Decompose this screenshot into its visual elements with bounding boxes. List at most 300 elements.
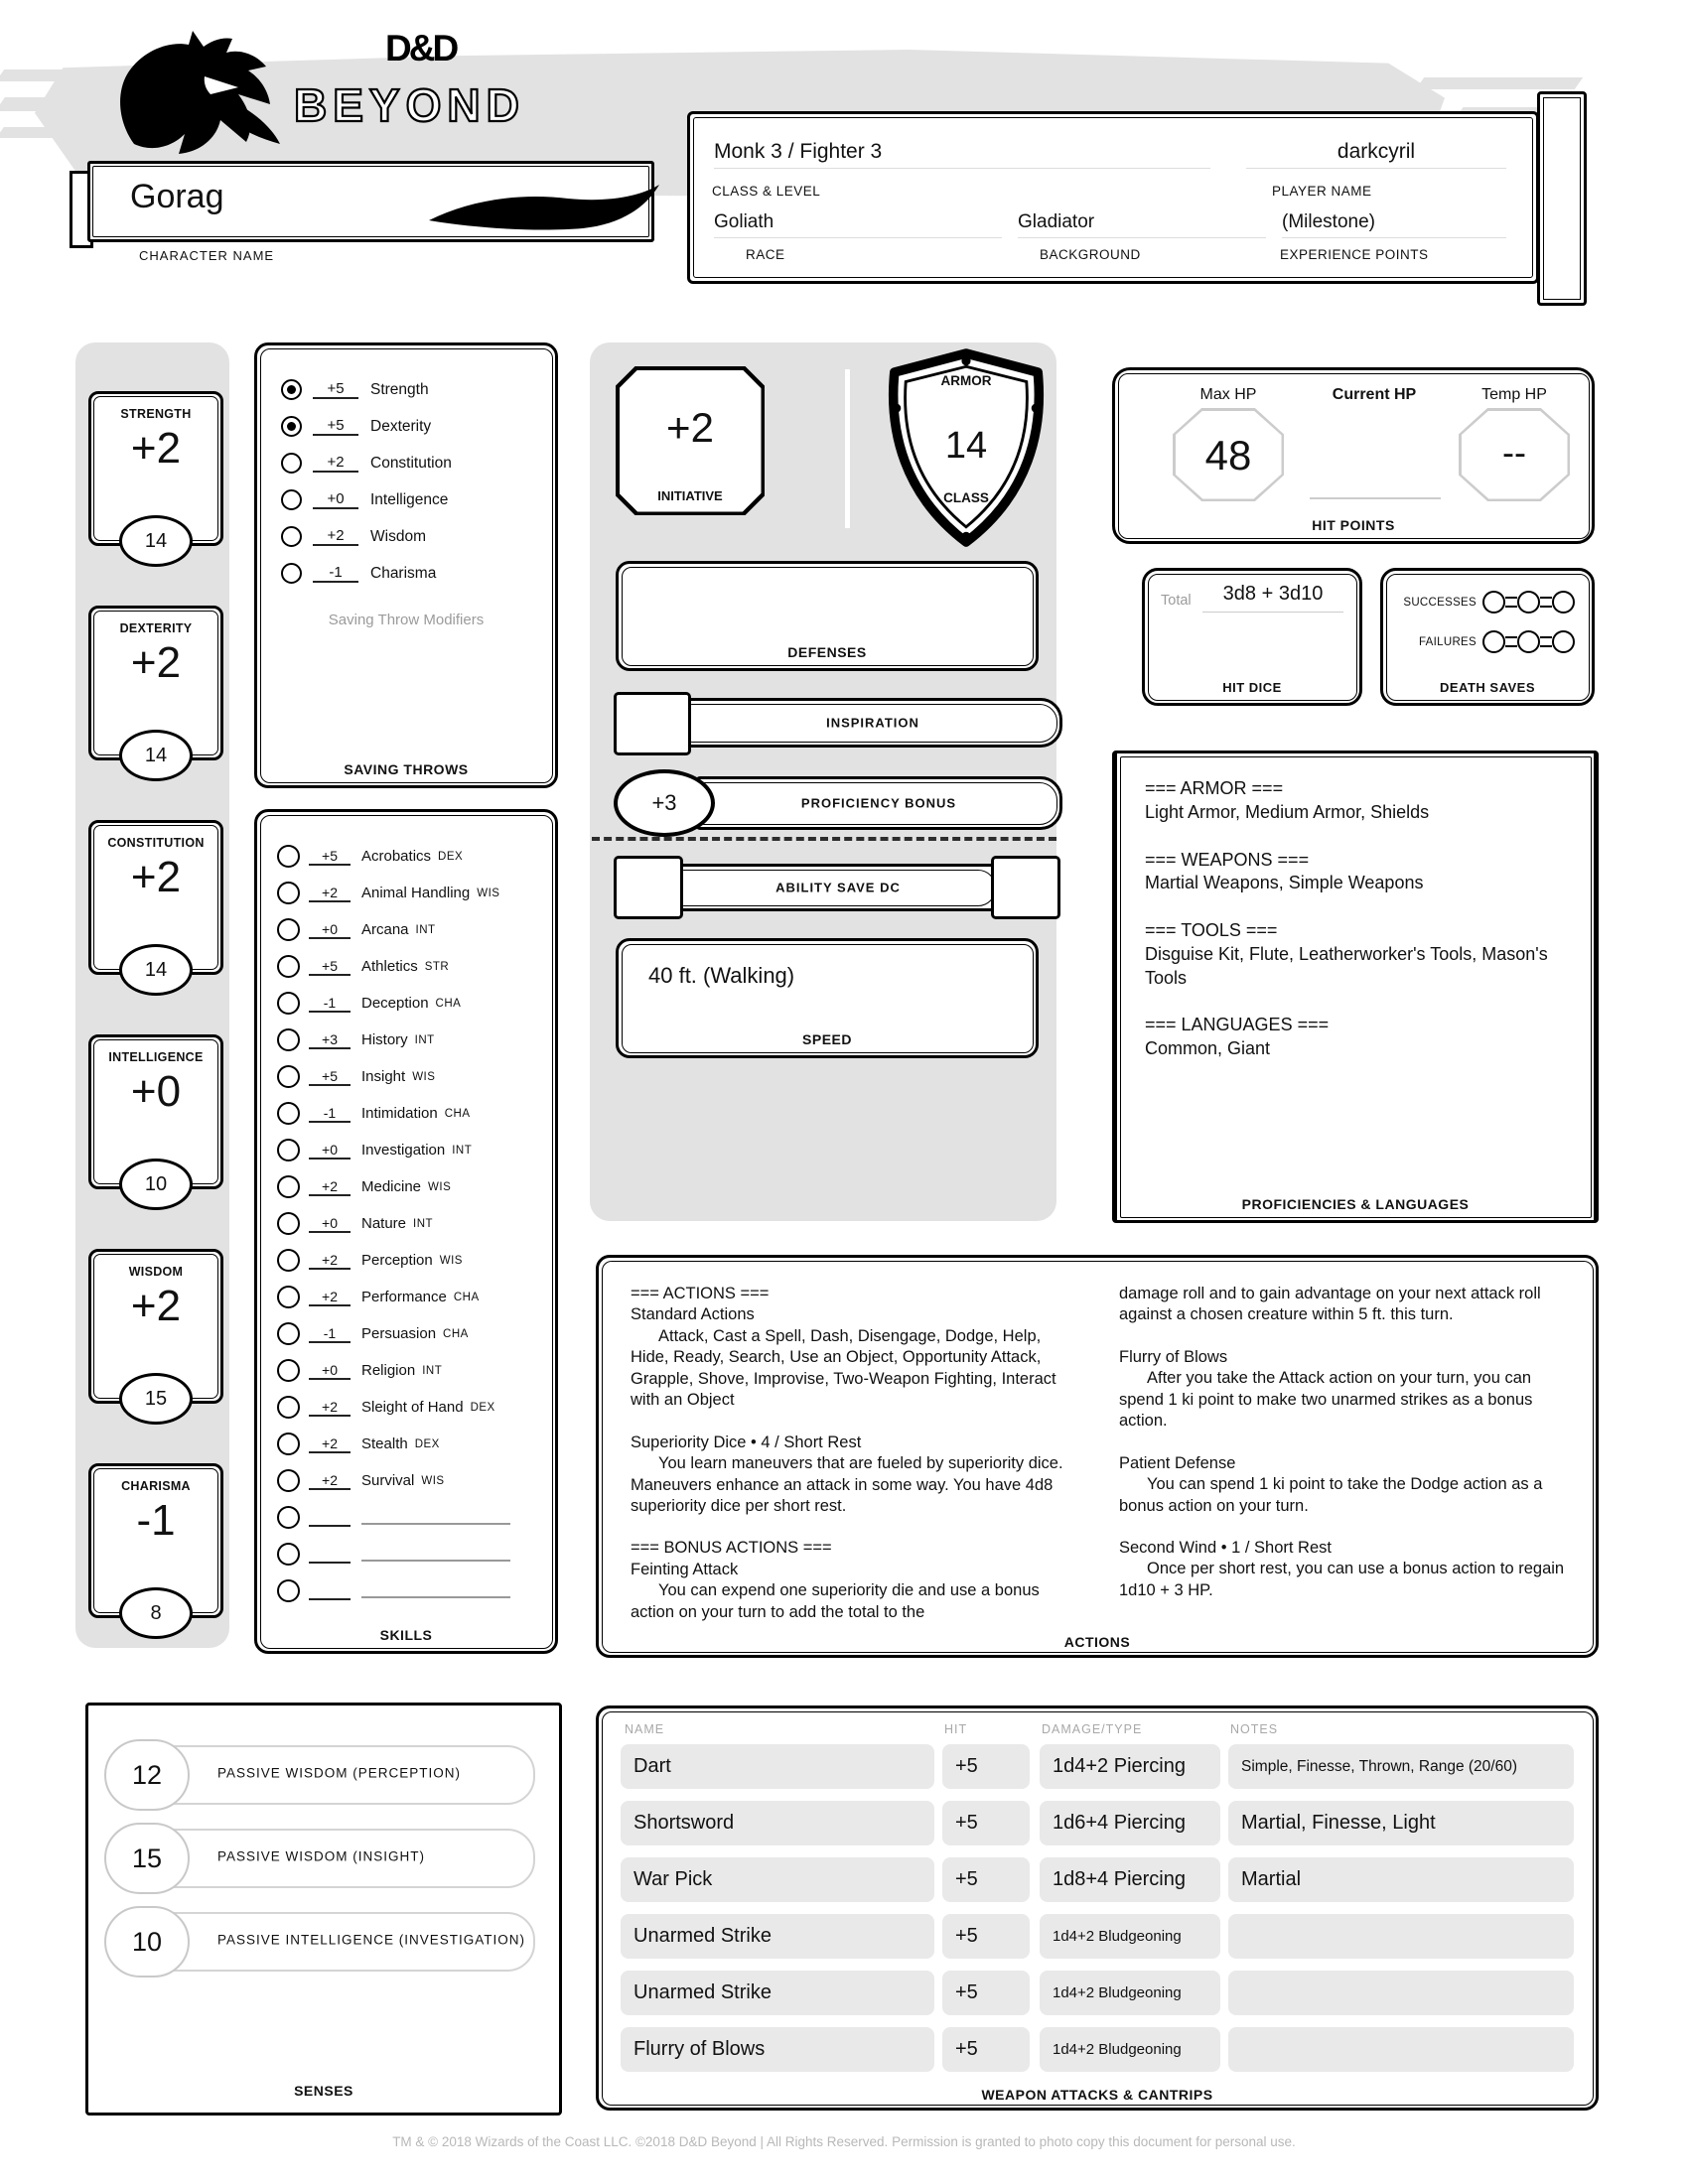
- proficiency-section: [1145, 919, 1572, 990]
- sense-row: [98, 1823, 549, 1890]
- skill-name: Religion: [361, 1362, 416, 1379]
- skill-row: [277, 1572, 547, 1609]
- proficiency-circle-icon[interactable]: [277, 955, 300, 978]
- proficiency-circle-icon[interactable]: [277, 1065, 300, 1088]
- skill-value: [309, 1509, 351, 1527]
- weapon-row: [599, 1857, 1596, 1902]
- skill-value: +2: [309, 885, 351, 902]
- hit-dice-label: HIT DICE: [1222, 680, 1282, 695]
- header-ribbon-end: [1537, 91, 1587, 306]
- weapon-row: [599, 1914, 1596, 1959]
- actions-label: ACTIONS: [1063, 1634, 1131, 1650]
- skill-value: +2: [309, 1399, 351, 1417]
- skill-name: Deception: [361, 995, 429, 1012]
- proficiency-circle-icon[interactable]: [277, 1028, 300, 1051]
- skill-ability: DEX: [438, 850, 464, 863]
- action-paragraph: Standard Actions: [631, 1305, 755, 1324]
- weapon-hit: +5: [942, 2027, 1030, 2072]
- class-label: CLASS: [943, 490, 989, 505]
- ability-name: CHARISMA: [121, 1479, 191, 1493]
- skill-name: Nature: [361, 1215, 407, 1232]
- skill-value: +5: [309, 958, 351, 976]
- speed-line: [1416, 77, 1583, 89]
- skill-value: -1: [309, 995, 351, 1013]
- class-level-label: CLASS & LEVEL: [712, 184, 821, 199]
- actions-right-column: [1119, 1284, 1568, 1601]
- skill-value: +0: [309, 1215, 351, 1233]
- proficiency-circle-icon[interactable]: [277, 1139, 300, 1161]
- skill-ability: INT: [415, 923, 436, 936]
- col-name-header: NAME: [625, 1722, 665, 1736]
- sense-value: 10: [104, 1906, 190, 1978]
- inspiration-label: INSPIRATION: [826, 715, 919, 731]
- skill-name: Insight: [361, 1068, 406, 1085]
- weapon-row: [599, 2027, 1596, 2072]
- hit-points-label: HIT POINTS: [1312, 517, 1395, 533]
- connector: [1505, 636, 1517, 647]
- proficiency-circle-icon[interactable]: [277, 1579, 300, 1602]
- connector: [1540, 636, 1552, 647]
- weapon-notes: [1228, 2027, 1574, 2072]
- proficiency-circle-icon[interactable]: [281, 453, 302, 474]
- weapon-damage: 1d4+2 Bludgeoning: [1040, 1971, 1220, 2015]
- skill-row: [277, 911, 547, 948]
- ability-score: 8: [119, 1587, 193, 1639]
- ability-score: 10: [119, 1159, 193, 1210]
- proficiencies-box: [1112, 751, 1599, 1223]
- weapon-name: Unarmed Strike: [621, 1971, 934, 2015]
- max-hp-label: Max HP: [1199, 386, 1257, 403]
- action-paragraph: Second Wind • 1 / Short Rest: [1119, 1538, 1332, 1557]
- failure-circle-icon[interactable]: [1552, 630, 1575, 653]
- action-paragraph: === BONUS ACTIONS ===: [631, 1539, 832, 1558]
- skill-row: [277, 1132, 547, 1168]
- saving-throw-row: [281, 371, 543, 408]
- weapon-notes: [1228, 1914, 1574, 1959]
- defenses-box[interactable]: [616, 561, 1039, 671]
- saving-throw-name: Strength: [370, 380, 429, 398]
- weapon-hit: +5: [942, 1801, 1030, 1845]
- proficiency-section: [1145, 777, 1572, 825]
- experience-value: (Milestone): [1282, 211, 1506, 238]
- skill-row: [277, 1095, 547, 1132]
- proficiency-circle-icon[interactable]: [277, 1543, 300, 1566]
- saving-throw-value: +5: [313, 417, 358, 436]
- skill-ability: INT: [452, 1144, 473, 1157]
- proficiency-circle-icon[interactable]: [277, 1249, 300, 1272]
- skills-label: SKILLS: [379, 1627, 433, 1643]
- skill-value: [309, 1546, 351, 1564]
- saving-throw-value: +0: [313, 490, 358, 509]
- saving-throw-name: Charisma: [370, 564, 437, 582]
- skill-value: +2: [309, 1289, 351, 1306]
- proficiency-text: Common, Giant: [1145, 1038, 1271, 1058]
- current-hp-field[interactable]: [1310, 497, 1441, 499]
- ability-card: [88, 1463, 223, 1624]
- ability-score: 15: [119, 1373, 193, 1425]
- sense-row: [98, 1906, 549, 1974]
- skill-ability: WIS: [477, 887, 500, 899]
- proficiency-circle-icon[interactable]: [277, 918, 300, 941]
- success-circle-icon[interactable]: [1552, 591, 1575, 614]
- armor-class-value: 14: [944, 425, 988, 467]
- background-value: Gladiator: [1018, 211, 1266, 238]
- skill-ability: WIS: [428, 1180, 452, 1193]
- weapon-damage: 1d4+2 Bludgeoning: [1040, 2027, 1220, 2072]
- proficiency-circle-icon[interactable]: [277, 1102, 300, 1125]
- initiative-value: +2: [666, 404, 714, 451]
- sense-value: 15: [104, 1823, 190, 1894]
- skill-ability: STR: [424, 960, 450, 973]
- weapon-row: [599, 1971, 1596, 2015]
- weapon-name: Unarmed Strike: [621, 1914, 934, 1959]
- skill-name: Sleight of Hand: [361, 1399, 464, 1416]
- temp-hp-octagon: [1459, 408, 1570, 501]
- dragon-logo-icon: [109, 26, 298, 167]
- current-hp-label: Current HP: [1332, 386, 1417, 403]
- skill-name: Intimidation: [361, 1105, 438, 1122]
- sense-value: 12: [104, 1739, 190, 1811]
- weapon-rows: [599, 1744, 1596, 2084]
- col-damage-header: DAMAGE/TYPE: [1042, 1722, 1143, 1736]
- sense-row: [98, 1739, 549, 1807]
- death-save-successes-row: [1395, 591, 1582, 614]
- weapon-damage: 1d6+4 Piercing: [1040, 1801, 1220, 1845]
- proficiency-circle-icon[interactable]: [277, 1286, 300, 1308]
- skill-name: Investigation: [361, 1142, 446, 1159]
- max-hp-octagon: [1173, 408, 1284, 501]
- save-dc-box-right[interactable]: [991, 856, 1060, 919]
- experience-label: EXPERIENCE POINTS: [1280, 247, 1429, 262]
- ability-card: [88, 1034, 223, 1195]
- proficiency-circle-icon[interactable]: [277, 1433, 300, 1455]
- sense-list: [98, 1739, 549, 1989]
- proficiency-circle-icon[interactable]: [277, 845, 300, 868]
- skill-value: +2: [309, 1472, 351, 1490]
- svg-text:BEYOND: BEYOND: [294, 79, 525, 131]
- sense-name: PASSIVE WISDOM (PERCEPTION): [217, 1765, 462, 1781]
- weapon-name: Flurry of Blows: [621, 2027, 934, 2072]
- failure-circle-icon[interactable]: [1517, 630, 1540, 653]
- weapon-notes: Martial, Finesse, Light: [1228, 1801, 1574, 1845]
- inspiration-checkbox[interactable]: [614, 692, 691, 755]
- proficiency-text: Martial Weapons, Simple Weapons: [1145, 873, 1424, 893]
- skill-name: Survival: [361, 1472, 415, 1489]
- weapon-damage: 1d8+4 Piercing: [1040, 1857, 1220, 1902]
- ability-column: [88, 391, 223, 1624]
- saving-throws-box: [254, 342, 558, 788]
- skill-ability: CHA: [444, 1107, 471, 1120]
- weapon-hit: +5: [942, 1971, 1030, 2015]
- skill-ability: DEX: [470, 1401, 495, 1414]
- skill-name: Medicine: [361, 1178, 422, 1195]
- weapon-name: Dart: [621, 1744, 934, 1789]
- proficiency-circle-icon[interactable]: [281, 379, 302, 400]
- copyright-footer: TM & © 2018 Wizards of the Coast LLC. ©2018 D&D Beyond | All Rights Reserved. Permission is granted to photo copy this document for personal use.: [392, 2134, 1296, 2149]
- speed-value: 40 ft. (Walking): [648, 963, 795, 988]
- proficiency-circle-icon[interactable]: [281, 526, 302, 547]
- saving-throw-list: [281, 371, 543, 592]
- player-name-label: PLAYER NAME: [1272, 184, 1372, 199]
- hit-dice-box: [1142, 568, 1362, 706]
- death-saves-box: [1380, 568, 1595, 706]
- action-paragraph: Attack, Cast a Spell, Dash, Disengage, Dodge, Help, Hide, Ready, Search, Use an Object, Opportunity Attack, Grapple, Shove, Improvise, Two-Weapon Fighting, Interact with an Object: [631, 1326, 1056, 1410]
- action-paragraph: === ACTIONS ===: [631, 1285, 770, 1302]
- proficiency-circle-icon[interactable]: [277, 992, 300, 1015]
- proficiency-text: Disguise Kit, Flute, Leatherworker's Tools, Mason's Tools: [1145, 943, 1548, 988]
- blank-skill-line[interactable]: [361, 1584, 510, 1598]
- proficiency-circle-icon[interactable]: [277, 1506, 300, 1529]
- proficiency-heading: === LANGUAGES ===: [1145, 1015, 1330, 1035]
- ability-name: INTELLIGENCE: [108, 1050, 204, 1064]
- inspiration-banner: [683, 698, 1062, 748]
- speed-line: [0, 69, 123, 81]
- proficiency-circle-icon[interactable]: [277, 1359, 300, 1382]
- ability-modifier: +2: [130, 853, 182, 901]
- armor-label: ARMOR: [940, 373, 992, 388]
- senses-label: SENSES: [294, 2083, 353, 2099]
- skill-value: +5: [309, 848, 351, 866]
- skill-value: [309, 1582, 351, 1600]
- death-saves-label: DEATH SAVES: [1439, 680, 1536, 695]
- action-paragraph: damage roll and to gain advantage on your next attack roll against a chosen creature within 5 ft. this turn.: [1119, 1285, 1541, 1324]
- proficiency-section: [1145, 849, 1572, 896]
- class-level-value: Monk 3 / Fighter 3: [714, 140, 1210, 169]
- saving-throw-name: Constitution: [370, 454, 452, 472]
- weapon-notes: Simple, Finesse, Thrown, Range (20/60): [1228, 1744, 1574, 1789]
- skill-row: [277, 1168, 547, 1205]
- player-name-value: darkcyril: [1246, 140, 1506, 169]
- ability-card: [88, 820, 223, 981]
- armor-class-shield: [872, 347, 1060, 548]
- ability-card: [88, 606, 223, 766]
- saving-throw-modifiers-placeholder[interactable]: Saving Throw Modifiers: [328, 612, 485, 628]
- skill-row: [277, 948, 547, 985]
- skill-name: Persuasion: [361, 1325, 437, 1342]
- ability-score: 14: [119, 944, 193, 996]
- race-value: Goliath: [714, 211, 1002, 238]
- skill-row: [277, 1462, 547, 1499]
- proficiency-circle-icon[interactable]: [277, 1396, 300, 1419]
- saving-throw-name: Wisdom: [370, 527, 426, 545]
- proficiency-bonus-value: +3: [614, 769, 715, 837]
- skill-row: [277, 985, 547, 1022]
- col-notes-header: NOTES: [1230, 1722, 1279, 1736]
- skill-ability: CHA: [435, 997, 462, 1010]
- action-paragraph: Once per short rest, you can use a bonus action to regain 1d10 + 3 HP.: [1119, 1560, 1565, 1599]
- weapon-damage: 1d4+2 Bludgeoning: [1040, 1914, 1220, 1959]
- speed-label: SPEED: [802, 1031, 852, 1047]
- proficiency-bonus-banner: [695, 776, 1062, 830]
- proficiency-circle-icon[interactable]: [277, 1469, 300, 1492]
- action-paragraph: You learn maneuvers that are fueled by superiority dice. Maneuvers enhance an attack in some way. You have 4d8 superiority dice per short rest.: [631, 1454, 1063, 1515]
- skill-ability: DEX: [414, 1437, 440, 1450]
- connector: [1505, 597, 1517, 608]
- ability-modifier: +2: [130, 638, 182, 687]
- divider: [845, 369, 850, 528]
- weapon-hit: +5: [942, 1744, 1030, 1789]
- weapon-name: War Pick: [621, 1857, 934, 1902]
- skill-ability: INT: [413, 1217, 434, 1230]
- skill-value: +0: [309, 921, 351, 939]
- saving-throw-row: [281, 445, 543, 481]
- skill-ability: INT: [422, 1364, 443, 1377]
- proficiency-circle-icon[interactable]: [281, 489, 302, 510]
- action-paragraph: Flurry of Blows: [1119, 1347, 1228, 1366]
- skill-ability: INT: [414, 1033, 435, 1046]
- skill-value: +0: [309, 1362, 351, 1380]
- saving-throw-row: [281, 408, 543, 445]
- character-name-label: CHARACTER NAME: [139, 248, 275, 263]
- senses-box: [85, 1703, 562, 2116]
- ability-modifier: +0: [130, 1067, 182, 1116]
- skill-ability: CHA: [443, 1327, 469, 1340]
- skill-row: [277, 1022, 547, 1058]
- sense-name: PASSIVE INTELLIGENCE (INVESTIGATION): [217, 1932, 526, 1948]
- blank-skill-line[interactable]: [361, 1548, 510, 1562]
- proficiency-circle-icon[interactable]: [281, 563, 302, 584]
- col-hit-header: HIT: [944, 1722, 968, 1736]
- speed-box: [616, 938, 1039, 1058]
- skill-name: Acrobatics: [361, 848, 432, 865]
- proficiency-circle-icon[interactable]: [277, 882, 300, 904]
- weapons-label: WEAPON ATTACKS & CANTRIPS: [981, 2087, 1213, 2103]
- skill-name: Arcana: [361, 921, 409, 938]
- skill-name: Stealth: [361, 1435, 408, 1452]
- background-label: BACKGROUND: [1040, 247, 1141, 262]
- proficiency-circle-icon[interactable]: [281, 416, 302, 437]
- action-paragraph: Feinting Attack: [631, 1560, 739, 1578]
- saving-throw-row: [281, 518, 543, 555]
- temp-hp-label: Temp HP: [1481, 386, 1547, 403]
- skill-row: [277, 1205, 547, 1242]
- ability-name: DEXTERITY: [119, 621, 193, 635]
- dnd-brand: D&D: [385, 28, 457, 68]
- saving-throw-value: +5: [313, 380, 358, 399]
- skill-name: History: [361, 1031, 408, 1048]
- ability-card: [88, 391, 223, 552]
- proficiency-circle-icon[interactable]: [277, 1322, 300, 1345]
- ability-modifier: +2: [130, 1282, 182, 1330]
- ability-name: STRENGTH: [120, 407, 192, 421]
- saving-throw-value: +2: [313, 454, 358, 473]
- proficiency-heading: === TOOLS ===: [1145, 920, 1278, 940]
- saving-throws-label: SAVING THROWS: [344, 761, 469, 777]
- hit-dice-total-label: Total: [1161, 593, 1192, 609]
- success-circle-icon[interactable]: [1517, 591, 1540, 614]
- weapons-box: [596, 1706, 1599, 2111]
- skill-name: Athletics: [361, 958, 418, 975]
- speed-line: [0, 127, 73, 138]
- proficiency-circle-icon[interactable]: [277, 1212, 300, 1235]
- proficiency-circle-icon[interactable]: [277, 1175, 300, 1198]
- skill-value: +5: [309, 1068, 351, 1086]
- skill-value: +2: [309, 1178, 351, 1196]
- proficiency-sections: [1145, 777, 1572, 1085]
- skill-ability: WIS: [421, 1474, 445, 1487]
- proficiencies-label: PROFICIENCIES & LANGUAGES: [1241, 1196, 1470, 1212]
- ability-save-dc-banner: [675, 864, 1001, 911]
- proficiency-heading: === ARMOR ===: [1145, 778, 1284, 798]
- skill-ability: WIS: [439, 1254, 463, 1267]
- weapon-damage: 1d4+2 Piercing: [1040, 1744, 1220, 1789]
- skill-value: +2: [309, 1435, 351, 1453]
- skill-row: [277, 1279, 547, 1315]
- skill-value: +0: [309, 1142, 351, 1160]
- skill-name: Perception: [361, 1252, 433, 1269]
- skill-row: [277, 838, 547, 875]
- success-circle-icon[interactable]: [1482, 591, 1505, 614]
- initiative-box: [616, 366, 765, 515]
- save-dc-box-left[interactable]: [614, 856, 683, 919]
- actions-left-column: [631, 1284, 1079, 1623]
- proficiency-section: [1145, 1014, 1572, 1061]
- ability-save-dc-label: ABILITY SAVE DC: [775, 880, 901, 895]
- skill-list: [277, 838, 547, 1609]
- ability-modifier: -1: [136, 1496, 176, 1545]
- skill-ability: WIS: [412, 1070, 436, 1083]
- proficiency-bonus-label: PROFICIENCY BONUS: [800, 795, 957, 811]
- proficiency-heading: === WEAPONS ===: [1145, 849, 1310, 870]
- skill-row: [277, 1352, 547, 1389]
- saving-throw-value: +2: [313, 527, 358, 546]
- saving-throw-row: [281, 555, 543, 592]
- race-label: RACE: [746, 247, 785, 262]
- skill-value: +2: [309, 1252, 351, 1270]
- weapon-hit: +5: [942, 1914, 1030, 1959]
- saving-throw-name: Intelligence: [370, 490, 449, 508]
- failures-label: FAILURES: [1418, 635, 1477, 648]
- skill-row: [277, 1315, 547, 1352]
- ability-name: WISDOM: [128, 1265, 184, 1279]
- weapon-row: [599, 1801, 1596, 1845]
- character-name: Gorag: [130, 178, 224, 215]
- action-paragraph: You can expend one superiority die and use a bonus action on your turn to add the total to the: [631, 1581, 1040, 1621]
- ability-score: 14: [119, 515, 193, 567]
- actions-box: [596, 1255, 1599, 1658]
- skill-value: -1: [309, 1105, 351, 1123]
- defenses-label: DEFENSES: [787, 644, 867, 660]
- sense-name: PASSIVE WISDOM (INSIGHT): [217, 1848, 426, 1864]
- weapon-notes: Martial: [1228, 1857, 1574, 1902]
- skill-ability: CHA: [453, 1291, 480, 1303]
- hit-points-box: [1112, 367, 1595, 544]
- blank-skill-line[interactable]: [361, 1511, 510, 1525]
- saving-throw-row: [281, 481, 543, 518]
- speed-line: [0, 97, 99, 111]
- weapon-row: [599, 1744, 1596, 1789]
- header-info-panel: [687, 111, 1539, 284]
- ability-name: CONSTITUTION: [107, 836, 205, 850]
- skill-row: [277, 1426, 547, 1462]
- skill-row: [277, 875, 547, 911]
- temp-hp-value[interactable]: --: [1502, 432, 1526, 473]
- action-paragraph: After you take the Attack action on your turn, you can spend 1 ki point to make two unarmed strikes as a bonus action.: [1119, 1369, 1533, 1431]
- weapon-name: Shortsword: [621, 1801, 934, 1845]
- skill-row: [277, 1499, 547, 1536]
- beyond-brand: [288, 73, 606, 137]
- skill-row: [277, 1058, 547, 1095]
- ability-card: [88, 1249, 223, 1410]
- skill-row: [277, 1536, 547, 1572]
- saving-throw-value: -1: [313, 564, 358, 583]
- action-paragraph: Superiority Dice • 4 / Short Rest: [631, 1433, 862, 1451]
- proficiency-text: Light Armor, Medium Armor, Shields: [1145, 801, 1430, 822]
- saving-throw-name: Dexterity: [370, 417, 432, 435]
- weapon-hit: +5: [942, 1857, 1030, 1902]
- failure-circle-icon[interactable]: [1482, 630, 1505, 653]
- hit-dice-value[interactable]: 3d8 + 3d10: [1202, 583, 1343, 613]
